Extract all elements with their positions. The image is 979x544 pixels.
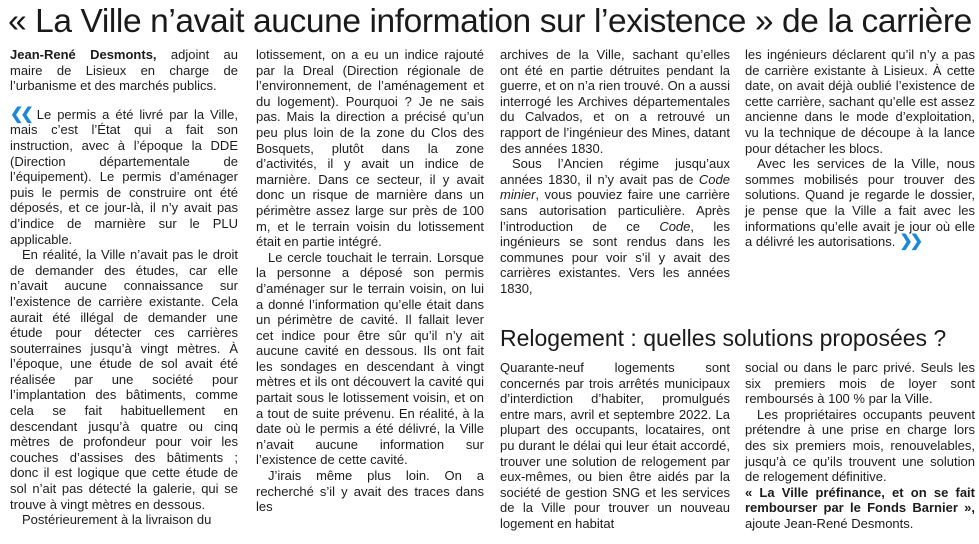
column-2	[256, 47, 484, 515]
column-3	[500, 47, 730, 297]
paragraph: social ou dans le parc privé. Seuls les six premiers mois de loyer sont remboursés à 100 % par la Ville.	[745, 360, 975, 407]
relocation-column-left	[500, 360, 730, 532]
paragraph: Le cercle touchait le terrain. Lorsque la personne a déposé son permis d’aménager sur le terrain voisin, on lui a donné l’information qu’elle était dans un périmètre de cavité. Il fallait lever cet indice pour être sûr qu’il n’y ait aucune cavité en dessous. Ils ont fait les sondages en descendant à vingt mètres et ils ont découvert la cavité qui partait sous le lotissement voisin, et on a tout de suite prévenu. En réalité, à la date où le permis a été délivré, la Ville n’avait aucune information sur l’existence de cette cavité.	[256, 249, 484, 468]
interviewee-name: Jean-René Desmonts,	[10, 47, 157, 62]
paragraph: les ingénieurs déclarent qu’il n’y a pas de carrière existante à Lisieux. À cette date, on avait déjà oublié l’existence de cette carrière, sachant qu’elle est assez ancienne dans le mode d’exploitation, vu la technique de découpe à la lance pour détacher les blocs.	[745, 47, 975, 156]
bold-quote: « La Ville préfinance, et on se fait rembourser par le Fonds Barnier »,	[745, 484, 975, 516]
open-quote-icon: ❮❮	[10, 105, 31, 123]
paragraph: archives de la Ville, sachant qu’elles ont été en partie détruites pendant la guerre, et on n’a rien trouvé. On a aussi interrogé les Archives départementales du Calvados, et on a retrouvé un rapport de l’ingénieur des Mines, datant des années 1830.	[500, 47, 730, 156]
quote-paragraph	[745, 485, 975, 532]
interviewee-title: adjoint au maire de Lisieux en charge de l’urbanisme et des marchés publics.	[10, 47, 238, 94]
paragraph	[500, 156, 730, 296]
quote-paragraph	[10, 107, 238, 247]
paragraph: En réalité, la Ville n’avait pas le droit de demander des études, car elle n’avait aucune connaissance sur l’existence de carrière existante. Cela aurait été illégal de demander une étude pour détecter ces carrières souterraines jusqu’à vingt mètres. À l’époque, une étude de sol avait été réalisée par une société pour l’implantation des bâtiments, comme cela se fait habituellement en descendant jusqu’à quatre ou cinq mètres de profondeur pour voir les couches d’assises des bâtiments ; donc il est logique que cette étude de sol n’ait pas détecté la galerie, qui se trouve à vingt mètres en dessous.	[10, 247, 238, 512]
paragraph: Quarante-neuf logements sont concernés par trois arrêtés municipaux d’interdiction d’habiter, promulgués entre mars, avril et septembre 2022. La plupart des occupants, locataires, ont pu durant le délai qui leur était accordé, trouver une solution de relogement par eux-mêmes, ou bien être aidés par la société de gestion SNG et les services de la Ville pour trouver un nouveau logement en habitat	[500, 360, 730, 531]
column-1	[10, 47, 238, 528]
paragraph: Les propriétaires occupants peuvent prétendre à une prise en charge lors des six premiers mois, renouvelables, jusqu’à ce qu’ils trouvent une solution de relogement définitive.	[745, 406, 975, 485]
paragraph: Postérieurement à la livraison du	[22, 512, 212, 528]
text-run: , les ingénieurs se sont rendus dans les communes pour voir s’il y avait des carrières existantes. Vers les années 1830,	[500, 218, 730, 296]
italic-term: Code	[659, 218, 691, 234]
paragraph-text: Le permis a été livré par la Ville, mais c’est l’État qui a fait son instruction, avec à l’époque la DDE (Direction départementale de l’équipement). Le permis d’aménager puis le permis de construire ont été déposés, et ce jour-là, il n’y avait pas d’indice de marnière sur le PLU applicable.	[10, 106, 238, 247]
relocation-column-right	[745, 360, 975, 532]
text-run: Sous l’Ancien régime jusqu’aux années 1830, il n’y avait pas de	[500, 156, 730, 187]
intro-paragraph	[10, 47, 238, 94]
attribution: ajoute Jean-René Desmonts.	[745, 515, 914, 531]
paragraph-text: Avec les services de la Ville, nous sommes mobilisés pour trouver des solutions. Quand je regarde le dossier, je pense que la Ville a fait avec les informations qu’elle avait je jour où elle a délivré les autorisations.	[745, 156, 975, 250]
italic-term: Code minier	[500, 171, 730, 203]
paragraph	[745, 156, 975, 250]
headline: « La Ville n’avait aucune information sur l’existence » de la carrière	[8, 3, 972, 40]
close-quote-icon: ❯❯	[899, 233, 921, 251]
column-4	[745, 47, 975, 250]
section-heading: Relogement : quelles solutions proposées ?	[500, 325, 947, 351]
text-run: , vous pouviez faire une carrière sans autorisation particulière. Après l’introduction de ce	[500, 187, 730, 234]
paragraph: lotissement, on a eu un indice rajouté par la Dreal (Direction régionale de l’environnement, de l’aménagement et du logement). Pourquoi ? Je ne sais pas. Mais la direction a précisé qu’un peu plus loin de la zone du Clos des Bosquets, plutôt dans la zone d’activités, il y avait un indice de marnière. Dans ce secteur, il y avait donc un risque de marnière dans un périmètre assez large sur près de 100 m, et le terrain voisin du lotissement était en partie intégré.	[256, 47, 484, 250]
paragraph: J’irais même plus loin. On a recherché s’il y avait des traces dans les	[256, 468, 484, 515]
